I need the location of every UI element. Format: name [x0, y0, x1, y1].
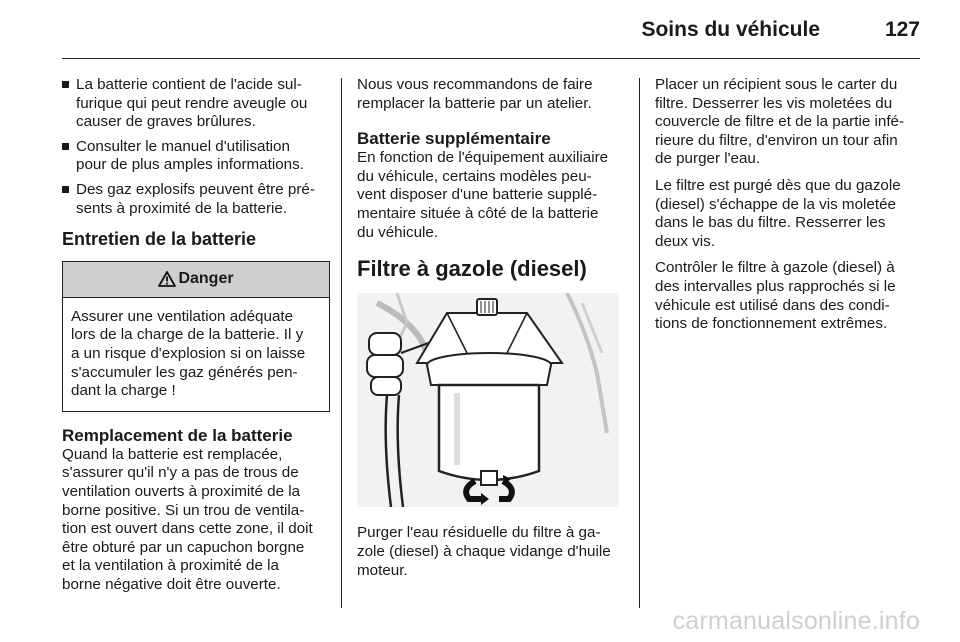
bullet-text: La batterie contient de l'acide sul- furique qui peut rendre aveugle ou causer de graves brûlures. — [76, 76, 308, 131]
auxiliary-battery-text: En fonction de l'équipement auxiliaire du véhicule, certains modèles peu- vent disposer d'une batterie supplé- mentaire située à côté de la batterie du véhicule. — [357, 149, 609, 241]
warning-bullet — [62, 138, 330, 175]
subsection-title-auxiliary-battery: Batterie supplémentaire — [357, 129, 551, 149]
subsection-title-battery-replacement: Remplacement de la batterie — [62, 425, 293, 445]
warning-triangle-icon — [158, 271, 176, 287]
page-header-title: Soins du véhicule — [641, 18, 820, 41]
page-number: 127 — [884, 18, 920, 41]
watermark: carmanualsonline.info — [672, 607, 920, 635]
danger-title: Danger — [178, 269, 234, 287]
column-divider-1 — [341, 78, 342, 608]
warning-bullet — [62, 181, 330, 218]
figure-caption: Purger l'eau résiduelle du filtre à ga- zole (diesel) à chaque vidange d'huile moteur. — [357, 524, 611, 579]
danger-text: Assurer une ventilation adéquate lors de la charge de la batterie. Il y a un risque d'explosion si on laisse s'accumuler les gaz générés pen- dant la charge ! — [71, 307, 306, 400]
section-title-diesel-filter: Filtre à gazole (diesel) — [357, 256, 587, 282]
header-rule — [62, 58, 920, 59]
column-1 — [62, 76, 330, 600]
instruction-paragraph: Le filtre est purgé dès que du gazole (diesel) s'échappe de la vis moletée dans le bas du filtre. Resserrer les deux vis. — [655, 176, 901, 250]
bullet-text: Consulter le manuel d'utilisation pour de plus amples informations. — [76, 137, 304, 174]
section-title-battery-maintenance: Entretien de la batterie — [62, 229, 257, 250]
warning-bullet — [62, 76, 330, 132]
column-3 — [655, 76, 925, 340]
danger-box — [62, 261, 330, 412]
bullet-text: Des gaz explosifs peuvent être pré- sents à proximité de la batterie. — [76, 180, 315, 217]
bullet-square-icon — [62, 81, 69, 88]
danger-header — [63, 262, 329, 298]
workshop-recommendation-text: Nous vous recommandons de faire remplacer la batterie par un atelier. — [357, 76, 593, 112]
column-divider-2 — [639, 78, 640, 608]
battery-replacement-text: Quand la batterie est remplacée, s'assurer qu'il n'y a pas de trous de ventilation ouverts à proximité de la borne positive. Si un trou de ventila- tion est ouvert dans cette zone, il doit être obturé par un capuchon borgne et la ventilation à proximité de la borne négative doit être ouverte. — [62, 445, 313, 593]
instruction-paragraph: Contrôler le filtre à gazole (diesel) à des intervalles plus rapprochés si le véhicule est utilisé dans des condi- tions de fonctionnement extrêmes. — [655, 259, 896, 333]
bullet-square-icon — [62, 186, 69, 193]
column-2 — [357, 76, 627, 586]
bullet-square-icon — [62, 143, 69, 150]
instruction-paragraph: Placer un récipient sous le carter du filtre. Desserrer les vis moletées du couvercle de filtre et de la partie infé- rieure du filtre, d'environ un tour afin de purger l'eau. — [655, 76, 905, 168]
diesel-filter-illustration — [357, 293, 619, 507]
